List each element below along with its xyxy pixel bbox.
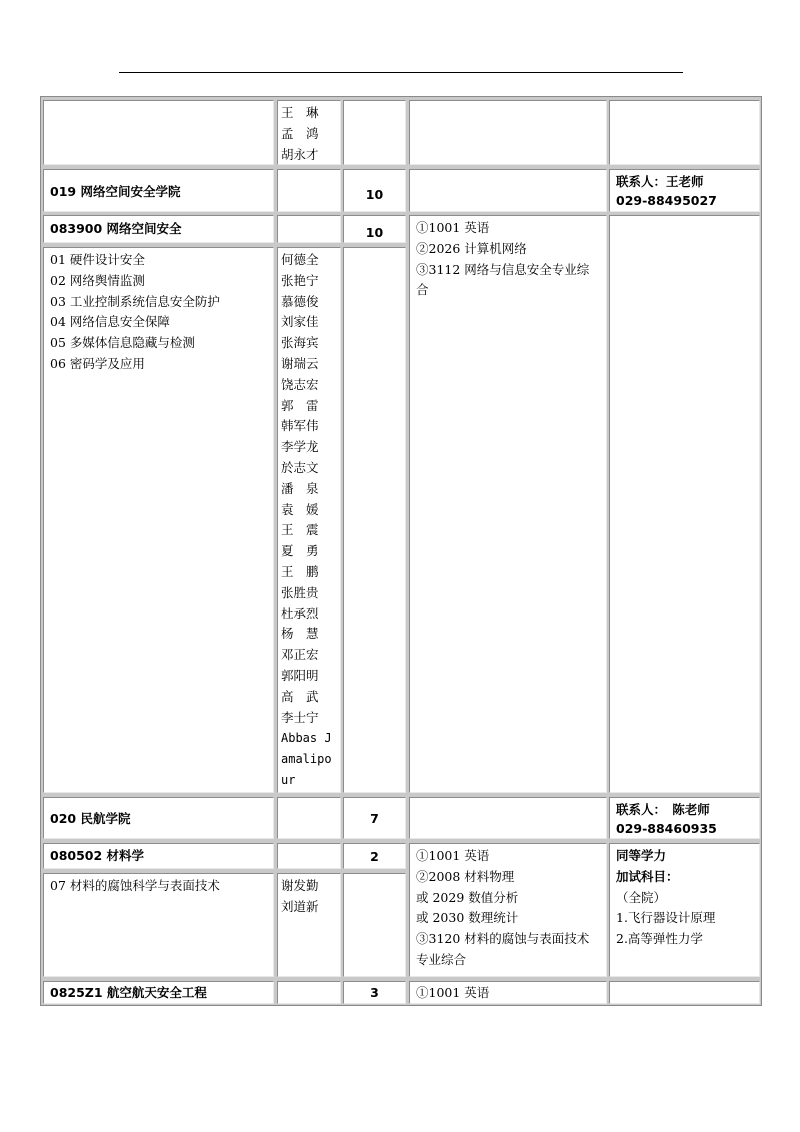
exam-subject: ①1001 英语 — [416, 848, 490, 863]
advisor-name: 杜承烈 — [281, 605, 319, 621]
advisor-name: 王 琳 — [281, 105, 319, 120]
major-080502-title: 080502 材料学 — [43, 843, 274, 869]
research-direction: 03 工业控制系统信息安全防护 — [50, 293, 220, 309]
contact-person: 联系人： 陈老师 — [616, 802, 710, 817]
exam-subject: ③3112 网络与信息安全专业综合 — [416, 261, 590, 298]
research-direction: 07 材料的腐蚀科学与表面技术 — [50, 878, 220, 893]
major-080502-advisors-header — [277, 843, 341, 869]
advisor-name: 谢发勤 — [281, 878, 319, 893]
major-0825Z1-exams — [409, 981, 607, 1004]
exam-subject: 或 2030 数理统计 — [416, 910, 519, 926]
top-row-exam-cell — [409, 100, 607, 165]
advisor-name: 谢瑞云 — [281, 355, 319, 371]
advisor-name: 郭阳明 — [281, 667, 319, 683]
header-rule — [119, 72, 683, 73]
exam-subject: ③3120 材料的腐蚀与表面技术专业综合 — [416, 931, 590, 967]
advisor-name: 慕德俊 — [281, 293, 319, 309]
exam-subject: 或 2029 数值分析 — [416, 889, 519, 905]
major-080502-directions — [43, 873, 274, 977]
dept-019-contact — [609, 169, 760, 212]
advisor-name: 韩军伟 — [281, 418, 319, 434]
research-direction: 06 密码学及应用 — [50, 355, 145, 371]
advisor-name: 张艳宁 — [281, 272, 319, 288]
major-083900-advisor-list — [277, 247, 341, 793]
advisor-name: 邓正宏 — [281, 647, 319, 663]
advisor-name: 潘 泉 — [281, 480, 319, 496]
top-row-notes-cell — [609, 100, 760, 165]
research-direction: 04 网络信息安全保障 — [50, 314, 170, 330]
major-080502-notes — [609, 843, 760, 977]
advisor-name: 高 武 — [281, 688, 319, 704]
dept-020-title: 020 民航学院 — [43, 797, 274, 839]
research-direction: 01 硬件设计安全 — [50, 252, 145, 267]
contact-phone: 029-88495027 — [616, 193, 717, 208]
advisor-name: 王 震 — [281, 522, 319, 538]
equivalent-degree-label: 同等学力 — [616, 848, 667, 863]
major-083900-advisors-header — [277, 215, 341, 243]
admissions-table — [40, 96, 762, 1006]
extra-exam-label: 加试科目： — [616, 868, 679, 884]
top-row-major-cell — [43, 100, 274, 165]
advisor-name: 王 鹏 — [281, 563, 319, 579]
dept-019-quota: 10 — [343, 169, 406, 212]
advisor-name: Abbas Jamalipour — [281, 731, 332, 787]
major-080502-quota-empty — [343, 873, 406, 977]
advisor-name: 孟 鸿 — [281, 125, 319, 141]
major-080502-advisor-list — [277, 873, 341, 977]
dept-020-contact — [609, 797, 760, 839]
advisor-name: 夏 勇 — [281, 543, 319, 559]
dept-020-exam-cell — [409, 797, 607, 839]
advisor-name: 於志文 — [281, 459, 319, 475]
exam-subject: ①1001 英语 — [416, 985, 490, 1000]
contact-person: 联系人：王老师 — [616, 174, 704, 189]
major-0825Z1-advisors-cell — [277, 981, 341, 1004]
research-direction: 05 多媒体信息隐藏与检测 — [50, 335, 195, 351]
scope-label: （全院） — [616, 889, 667, 905]
advisor-name: 郭 雷 — [281, 397, 319, 413]
advisor-name: 刘道新 — [281, 898, 319, 914]
advisor-name: 李学龙 — [281, 439, 319, 455]
major-0825Z1-notes — [609, 981, 760, 1004]
major-080502-quota: 2 — [343, 843, 406, 869]
exam-subject: ①1001 英语 — [416, 220, 490, 235]
advisor-name: 刘家佳 — [281, 314, 319, 330]
advisor-name: 张海宾 — [281, 335, 319, 351]
advisor-name: 饶志宏 — [281, 376, 319, 392]
dept-019-title: 019 网络空间安全学院 — [43, 169, 274, 212]
research-direction: 02 网络舆情监测 — [50, 272, 145, 288]
major-0825Z1-title: 0825Z1 航空航天安全工程 — [43, 981, 274, 1004]
advisor-name: 杨 慧 — [281, 626, 319, 642]
extra-exam-subject: 2.高等弹性力学 — [616, 931, 703, 947]
top-row-quota-cell — [343, 100, 406, 165]
dept-019-exam-cell — [409, 169, 607, 212]
advisor-name: 胡永才 — [281, 146, 319, 162]
dept-020-advisors-cell — [277, 797, 341, 839]
major-083900-directions — [43, 247, 274, 793]
advisor-name: 张胜贵 — [281, 584, 319, 600]
advisor-name: 何德全 — [281, 252, 319, 267]
dept-019-advisors-cell — [277, 169, 341, 212]
major-083900-quota: 10 — [343, 215, 406, 243]
dept-020-quota: 7 — [343, 797, 406, 839]
advisor-name: 李士宁 — [281, 709, 319, 725]
major-080502-exams — [409, 843, 607, 977]
major-083900-exams — [409, 215, 607, 793]
major-083900-quota-empty — [343, 247, 406, 793]
major-083900-title: 083900 网络空间安全 — [43, 215, 274, 243]
contact-phone: 029-88460935 — [616, 821, 717, 836]
extra-exam-subject: 1.飞行器设计原理 — [616, 910, 716, 926]
top-row-advisors-cell — [277, 100, 341, 165]
exam-subject: ②2026 计算机网络 — [416, 240, 527, 256]
advisor-name: 袁 媛 — [281, 501, 319, 517]
major-083900-notes — [609, 215, 760, 793]
exam-subject: ②2008 材料物理 — [416, 868, 515, 884]
major-0825Z1-quota: 3 — [343, 981, 406, 1004]
